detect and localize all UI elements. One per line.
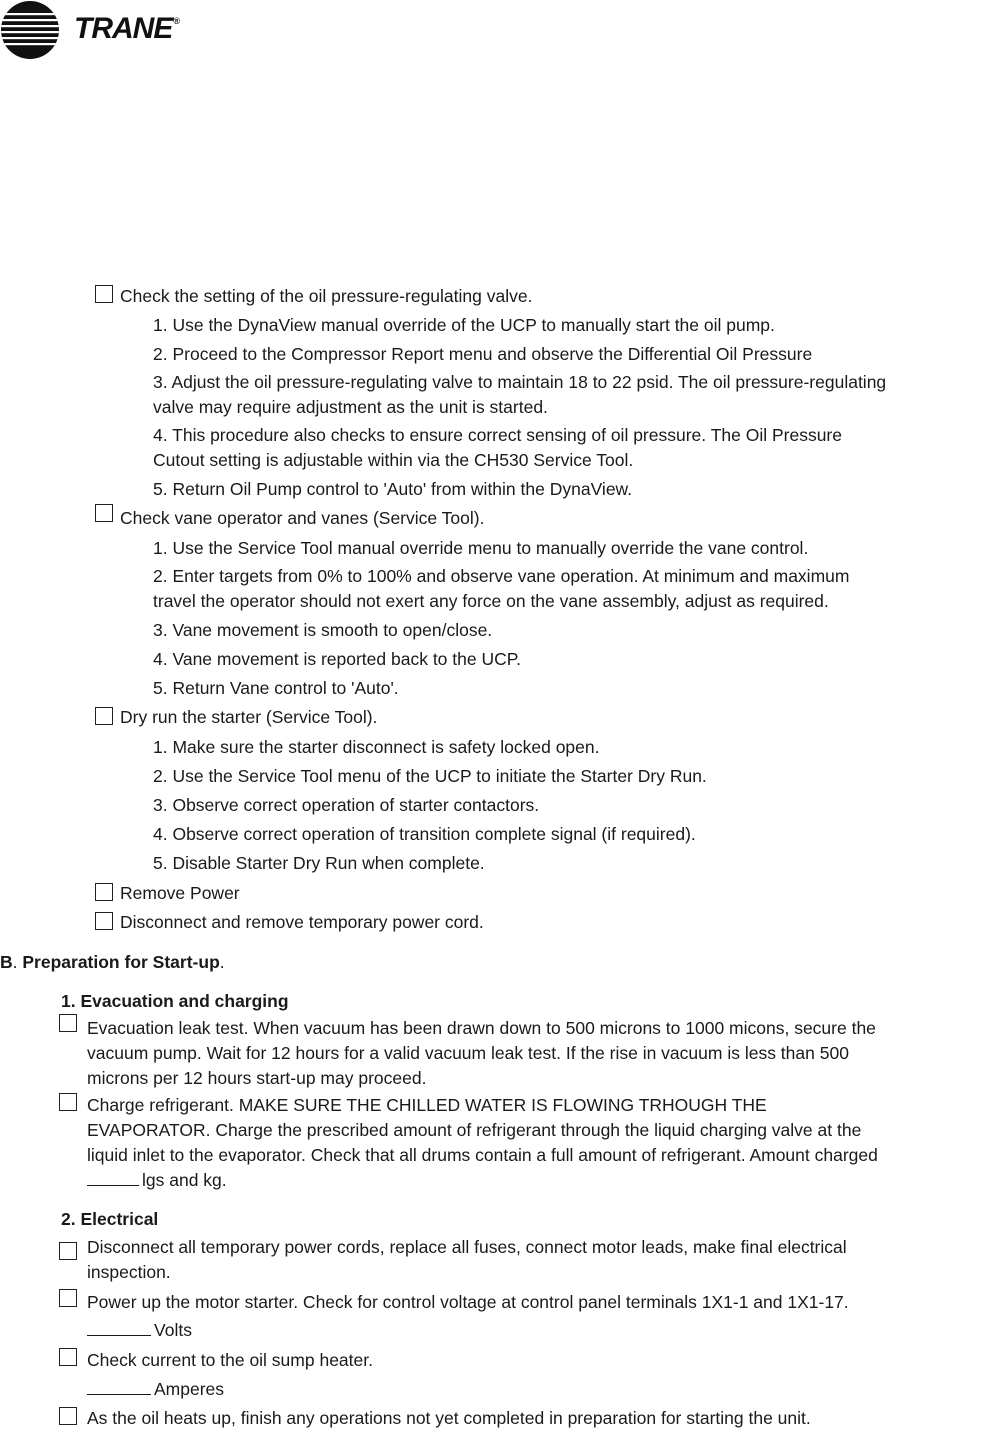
item-label: Remove Power [120, 883, 240, 903]
trane-logo [0, 0, 200, 60]
brand-wordmark: TRANE® [74, 12, 179, 45]
item-text: Charge refrigerant. MAKE SURE THE CHILLED WATER IS FLOWING TRHOUGH THE [87, 1095, 767, 1115]
volts-field[interactable]: Volts [87, 1320, 192, 1340]
item-text: liquid inlet to the evaporator. Check that all drums contain a full amount of refrigerant. Amount charged [87, 1145, 878, 1165]
step-text: valve may require adjustment as the unit is started. [153, 397, 548, 417]
trane-logo-icon [0, 1, 60, 59]
checkbox-dry-run-starter[interactable] [95, 707, 113, 725]
step-text: 3. Adjust the oil pressure-regulating valve to maintain 18 to 22 psid. The oil pressure-regulating [153, 372, 887, 392]
step-text: 1. Use the DynaView manual override of the UCP to manually start the oil pump. [153, 315, 775, 335]
item-label: Check vane operator and vanes (Service Tool). [120, 508, 485, 528]
checkbox-oil-pressure-valve[interactable] [95, 285, 113, 303]
checkbox-disconnect-temp-cord[interactable] [95, 912, 113, 930]
checkbox-finish-operations[interactable] [59, 1407, 77, 1425]
item-text: inspection. [87, 1262, 171, 1282]
item-text: vacuum pump. Wait for 12 hours for a valid vacuum leak test. If the rise in vacuum is less than 500 [87, 1043, 849, 1063]
step-text: 5. Return Oil Pump control to 'Auto' from within the DynaView. [153, 479, 633, 499]
step-text: 5. Return Vane control to 'Auto'. [153, 678, 399, 698]
checkbox-vane-operator[interactable] [95, 504, 113, 522]
item-text: Disconnect all temporary power cords, replace all fuses, connect motor leads, make final electrical [87, 1237, 847, 1257]
step-text: 4. Vane movement is reported back to the UCP. [153, 649, 522, 669]
section-heading: B. Preparation for Start-up. [0, 952, 225, 972]
step-text: travel the operator should not exert any force on the vane assembly, adjust as required. [153, 591, 829, 611]
step-text: 1. Make sure the starter disconnect is safety locked open. [153, 737, 600, 757]
checkbox-charge-refrigerant[interactable] [59, 1093, 77, 1111]
item-label: Disconnect and remove temporary power cord. [120, 912, 484, 932]
step-text: 3. Vane movement is smooth to open/close. [153, 620, 493, 640]
step-text: Cutout setting is adjustable within via the CH530 Service Tool. [153, 450, 634, 470]
item-text: Power up the motor starter. Check for control voltage at control panel terminals 1X1-1 and 1X1-17. [87, 1292, 849, 1312]
subsection-title-electrical: 2. Electrical [61, 1209, 159, 1229]
item-label: Check the setting of the oil pressure-regulating valve. [120, 286, 533, 306]
subsection-title-evacuation: 1. Evacuation and charging [61, 991, 289, 1011]
step-text: 2. Enter targets from 0% to 100% and observe vane operation. At minimum and maximum [153, 566, 850, 586]
step-text: 3. Observe correct operation of starter contactors. [153, 795, 540, 815]
step-text: 4. Observe correct operation of transition complete signal (if required). [153, 824, 696, 844]
step-text: 1. Use the Service Tool manual override menu to manually override the vane control. [153, 538, 809, 558]
checkbox-evacuation-leak-test[interactable] [59, 1014, 77, 1032]
item-text: EVAPORATOR. Charge the prescribed amount of refrigerant through the liquid charging valve at the [87, 1120, 862, 1140]
checkbox-disconnect-temp-cords[interactable] [59, 1242, 77, 1260]
item-text: Evacuation leak test. When vacuum has been drawn down to 500 microns to 1000 micons, secure the [87, 1018, 876, 1038]
checkbox-remove-power[interactable] [95, 883, 113, 901]
step-text: 2. Use the Service Tool menu of the UCP to initiate the Starter Dry Run. [153, 766, 707, 786]
step-text: 2. Proceed to the Compressor Report menu and observe the Differential Oil Pressure [153, 344, 813, 364]
checkbox-power-up-starter[interactable] [59, 1289, 77, 1307]
amount-charged-field[interactable]: lgs and kg. [87, 1170, 227, 1190]
checkbox-oil-sump-heater[interactable] [59, 1348, 77, 1366]
item-text: Check current to the oil sump heater. [87, 1350, 373, 1370]
step-text: 4. This procedure also checks to ensure correct sensing of oil pressure. The Oil Pressure [153, 425, 842, 445]
item-label: Dry run the starter (Service Tool). [120, 707, 378, 727]
item-text: microns per 12 hours start-up may proceed. [87, 1068, 427, 1088]
step-text: 5. Disable Starter Dry Run when complete. [153, 853, 485, 873]
item-text: As the oil heats up, finish any operations not yet completed in preparation for starting the unit. [87, 1408, 811, 1428]
amperes-field[interactable]: Amperes [87, 1379, 224, 1399]
